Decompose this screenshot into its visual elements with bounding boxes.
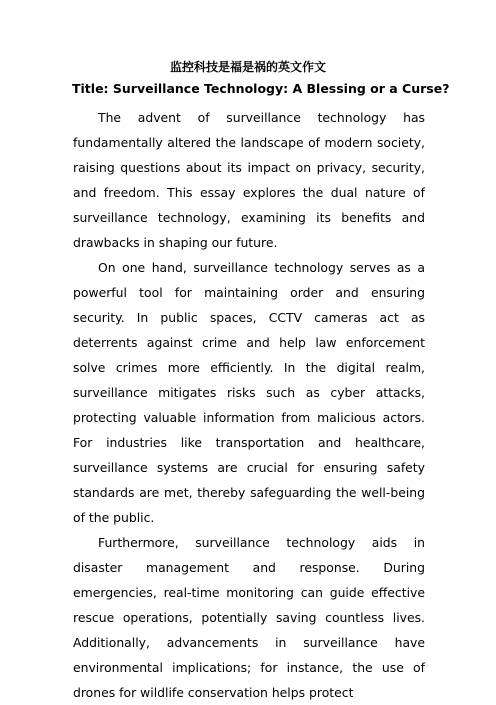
essay-body [73,105,425,705]
paragraph-intro: The advent of surveillance technology has fundamentally altered the landscape of modern society, raising questions about its impact on privacy, security, and freedom. This essay explores the dual nature of surveillance technology, examining its benefits and drawbacks in shaping our future. [73,110,425,250]
paragraph-security: On one hand, surveillance technology serves as a powerful tool for maintaining order and ensuring security. In public spaces, CCTV cameras act as deterrents against crime and help law enforcement solve crimes more efficiently. In the digital realm, surveillance mitigates risks such as cyber attacks, protecting valuable information from malicious actors. For industries like transportation and healthcare, surveillance systems are crucial for ensuring safety standards are met, thereby safeguarding the well-being of the public. [73,260,425,525]
essay-title: Title: Surveillance Technology: A Blessing or a Curse? [72,81,450,96]
paragraph-disaster: Furthermore, surveillance technology aids in disaster management and response. During emergencies, real-time monitoring can guide effective rescue operations, potentially saving countless lives. Additionally, advancements in surveillance have environmental implications; for instance, the use of drones for wildlife conservation helps protect [73,535,425,700]
document-heading: 监控科技是福是祸的英文作文 [169,60,326,74]
